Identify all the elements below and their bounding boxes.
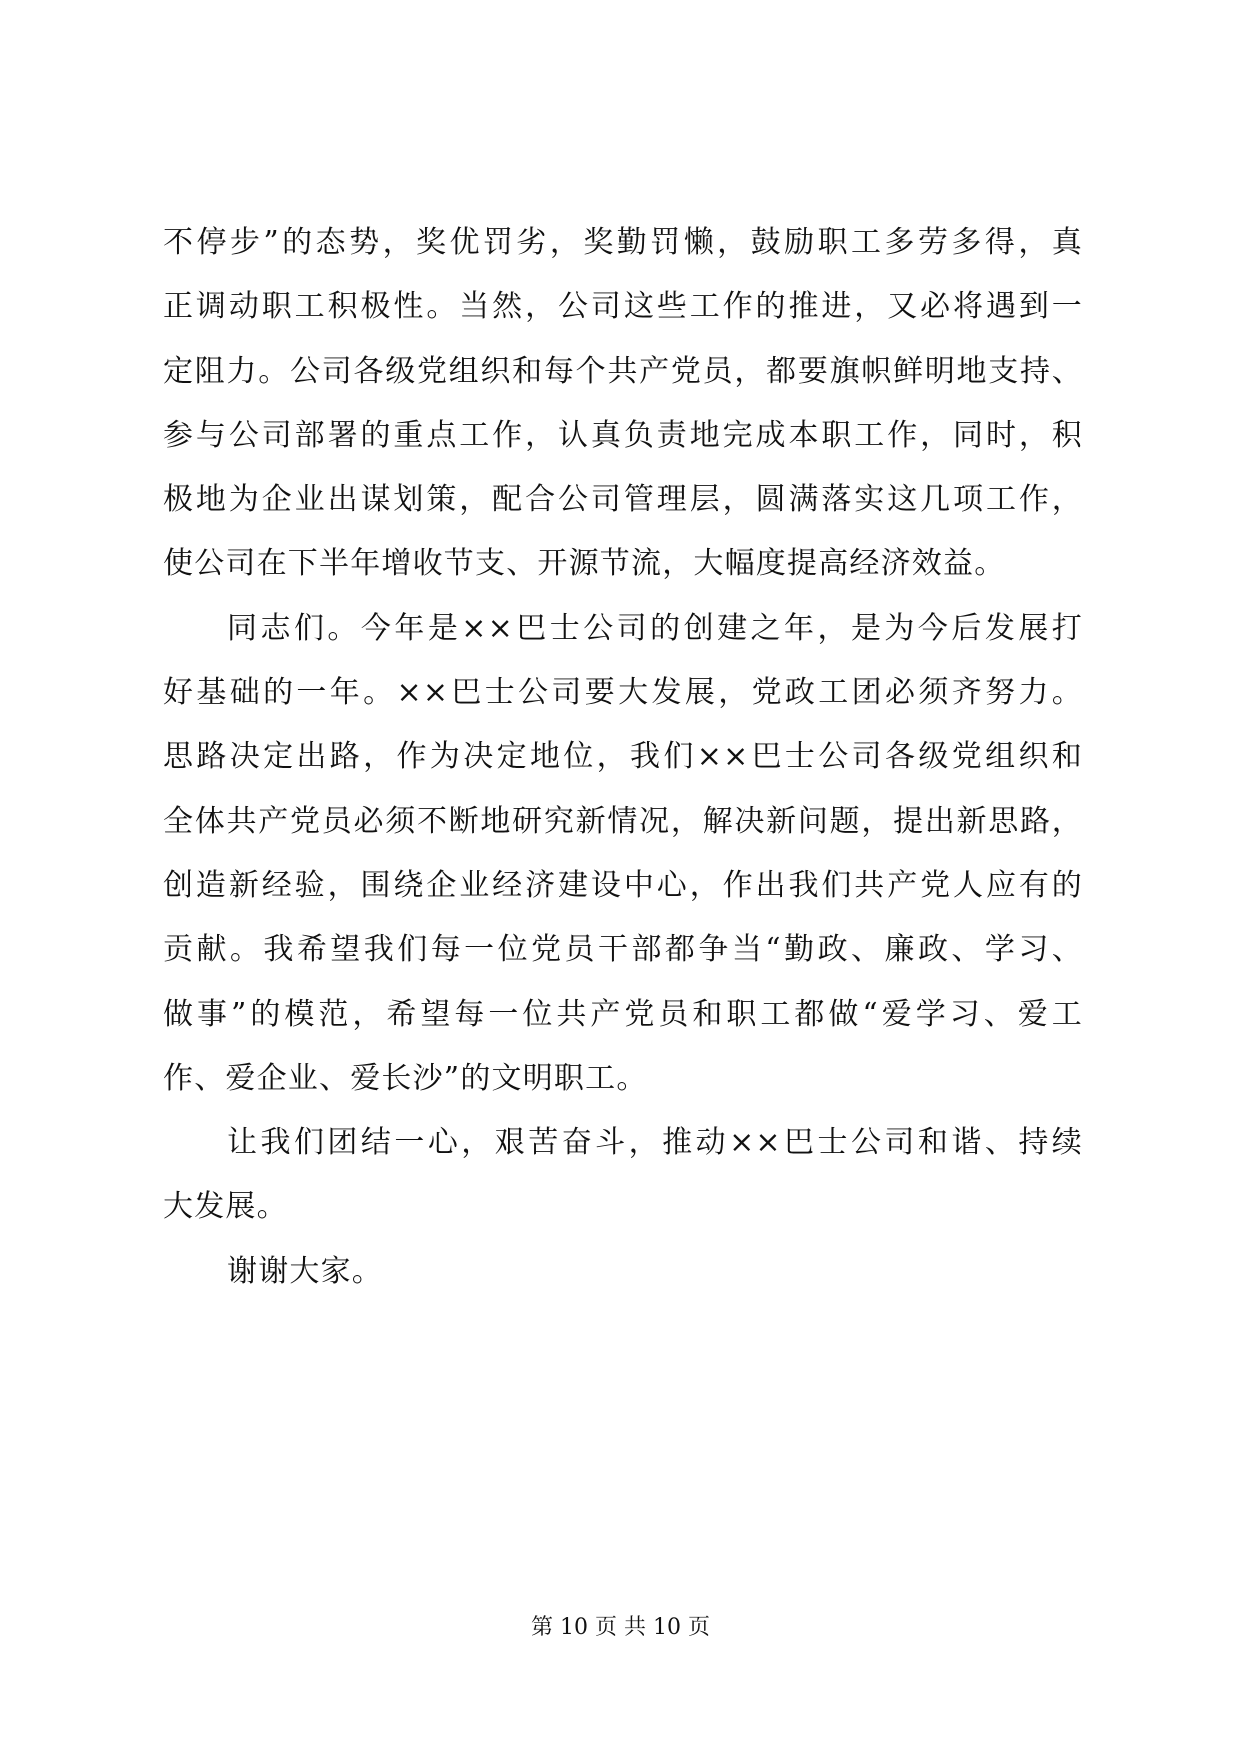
text-line: 不停步”的态势，奖优罚劣，奖勤罚懒，鼓励职工多劳多得，真 bbox=[163, 225, 1083, 260]
text-line: 定阻力。公司各级党组织和每个共产党员，都要旗帜鲜明地支持、 bbox=[163, 353, 1083, 389]
text-line: 全体共产党员必须不断地研究新情况，解决新问题，提出新思路， bbox=[163, 803, 1083, 839]
text-line: 做事”的模范，希望每一位共产党员和职工都做“爱学习、爱工 bbox=[163, 996, 1083, 1032]
text-line: 作、爱企业、爱长沙”的文明职工。 bbox=[163, 1060, 648, 1096]
text-line: 好基础的一年。××巴士公司要大发展，党政工团必须齐努力。 bbox=[163, 675, 1083, 711]
text-line: 谢谢大家。 bbox=[227, 1253, 383, 1289]
text-line: 思路决定出路，作为决定地位，我们××巴士公司各级党组织和 bbox=[163, 739, 1083, 775]
text-line: 大发展。 bbox=[163, 1189, 288, 1225]
text-line: 让我们团结一心，艰苦奋斗，推动××巴士公司和谐、持续 bbox=[227, 1125, 1083, 1161]
text-line: 使公司在下半年增收节支、开源节流，大幅度提高经济效益。 bbox=[163, 546, 1006, 582]
text-line: 正调动职工积极性。当然，公司这些工作的推进，又必将遇到一 bbox=[163, 289, 1083, 325]
text-line: 参与公司部署的重点工作，认真负责地完成本职工作，同时，积 bbox=[163, 417, 1083, 453]
page-number-label: 第 10 页 共 10 页 bbox=[531, 1615, 710, 1640]
body-text bbox=[163, 225, 1083, 1321]
text-line: 贡献。我希望我们每一位党员干部都争当“勤政、廉政、学习、 bbox=[163, 932, 1083, 968]
text-line: 同志们。今年是××巴士公司的创建之年，是为今后发展打 bbox=[227, 610, 1083, 646]
page-footer bbox=[0, 1616, 1241, 1640]
text-line: 极地为企业出谋划策，配合公司管理层，圆满落实这几项工作， bbox=[163, 482, 1083, 518]
text-line: 创造新经验，围绕企业经济建设中心，作出我们共产党人应有的 bbox=[163, 867, 1083, 903]
